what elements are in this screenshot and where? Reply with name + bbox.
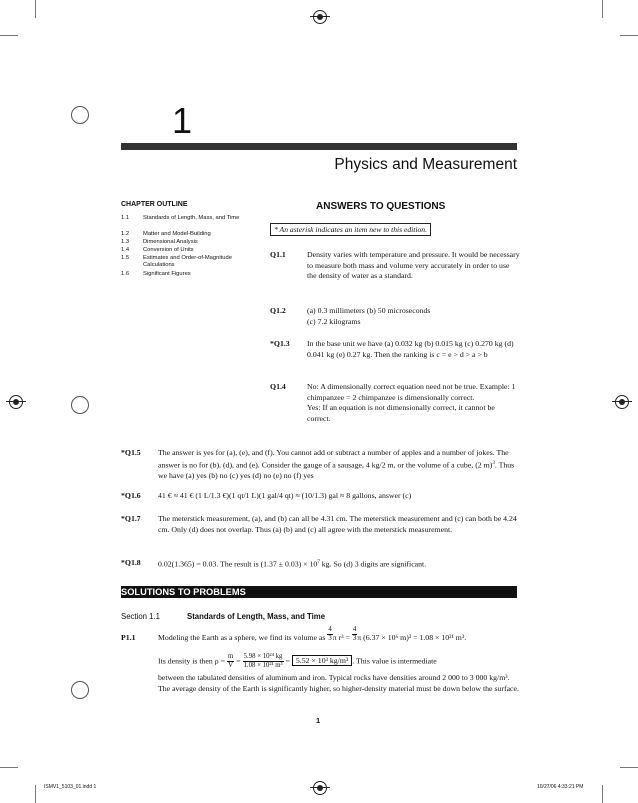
question-label: *Q1.5 — [121, 448, 141, 457]
question-answer: The answer is yes for (a), (e), and (f). You cannot add or subtract a number of apples and a number of jokes. The answer is no for (b), (d), and (e). Consider the gauge of a sausage, 4 kg/2 m, or the volume of a cube, (2 m) — [158, 448, 509, 470]
footer-timestamp: 10/27/06 4:33:21 PM — [537, 784, 584, 790]
fraction-denominator: V — [228, 662, 234, 669]
registration-target-icon — [313, 781, 327, 795]
title-bar — [121, 143, 517, 150]
superscript: 3 — [492, 460, 495, 466]
outline-item-text: Matter and Model-Building — [143, 231, 211, 237]
problem-p1-1-paragraph: between the tabulated densities of aluminum and iron. Typical rocks have densities around 2 000 to 3 000 kg/m³. The average density of the Earth is significantly higher, so higher-density material must be down below the surface. — [158, 673, 519, 693]
answers-heading: ANSWERS TO QUESTIONS — [316, 201, 446, 212]
footer-file-name: ISMV1_5103_01.indd 1 — [44, 784, 97, 790]
registration-target-icon — [9, 395, 23, 409]
registration-target-icon — [313, 10, 327, 24]
fraction-numerator: 4 — [328, 625, 332, 633]
question-q1-5 — [121, 448, 521, 482]
question-answer-line: (c) 7.2 kilograms — [307, 316, 361, 326]
section-title: Standards of Length, Mass, and Time — [187, 612, 326, 621]
fraction-numerator: 4 — [352, 625, 357, 633]
binder-hole-icon — [71, 681, 89, 699]
outline-item — [121, 215, 251, 223]
outline-item-text: Dimensional Analysis — [143, 239, 198, 245]
crop-mark — [0, 767, 18, 768]
outline-item-number: 1.6 — [121, 271, 130, 277]
fraction-denominator: 3 — [328, 634, 332, 642]
fraction-denominator: 1.08 × 10²¹ m³ — [243, 662, 283, 669]
superscript: 7 — [317, 560, 320, 565]
outline-item-number: 1.3 — [121, 239, 130, 245]
question-label: Q1.1 — [270, 250, 286, 259]
question-label: *Q1.8 — [121, 558, 141, 567]
question-q1-2 — [270, 306, 520, 328]
fraction-numerator: m — [227, 653, 234, 660]
page-number: 1 — [316, 716, 321, 725]
question-q1-1 — [270, 250, 520, 295]
question-answer: In the base unit we have (a) 0.032 kg (b) 0.015 kg (c) 0.270 kg (d) 0.041 kg (e) 0.27 kg. Then the ranking is c = e > d > a > b — [307, 339, 514, 359]
outline-item-text: Standards of Length, Mass, and Time — [143, 215, 240, 221]
solutions-heading: SOLUTIONS TO PROBLEMS — [121, 587, 246, 597]
outline-item-text: Conversion of Units — [143, 247, 194, 253]
question-answer-para: Yes: If an equation is not dimensionally correct, it cannot be correct. — [307, 403, 495, 423]
binder-hole-icon — [71, 396, 89, 414]
binder-hole-icon — [71, 106, 89, 124]
problem-p1-1-line2: Its density is then ρ = $\frac{m}{V}$ = $\frac{\text{5.98 × 10²⁴ kg}}{\text{1.08 × 10²¹ m³}}$ = 5.52 × 10³ kg/m³ . This value is intermediate — [158, 653, 437, 669]
asterisk-note: * An asterisk indicates an item new to this edition. — [270, 223, 431, 236]
crop-mark — [602, 0, 603, 18]
question-answer: 41 € ≈ 41 € (1 L/1.3 €)(1 qt/1 L)(1 gal/4 qt) ≈ (10/1.3) gal ≈ 8 gallons, answer (c) — [158, 491, 412, 500]
crop-mark — [620, 767, 638, 768]
question-answer-tail: . Thus we have (a) yes (b) no (c) yes (d) no (e) no (f) yes — [158, 460, 515, 480]
question-label: *Q1.7 — [121, 514, 141, 523]
problem-label: P1.1 — [121, 633, 136, 642]
question-q1-4 — [270, 382, 520, 437]
question-q1-6 — [121, 491, 521, 503]
question-q1-8 — [121, 558, 521, 570]
question-answer-line: (a) 0.3 millimeters (b) 50 microseconds — [307, 306, 431, 315]
outline-item — [121, 231, 251, 239]
outline-item-text: Estimates and Order-of-Magnitude Calculations — [143, 255, 232, 268]
fraction-numerator: 5.98 × 10²⁴ kg — [243, 653, 283, 660]
volume-result: π (6.37 × 10⁶ m)³ = 1.08 × 10²¹ m³. — [357, 633, 467, 642]
problem-p1-1-line1 — [121, 625, 521, 645]
problem-text: Its density is then ρ = — [158, 656, 225, 666]
question-label: *Q1.3 — [270, 339, 290, 348]
section-label: Section 1.1 — [121, 612, 161, 621]
chapter-title: Physics and Measurement — [334, 156, 517, 173]
outline-item-number: 1.4 — [121, 247, 130, 253]
crop-mark — [35, 785, 36, 803]
question-q1-3 — [270, 339, 520, 372]
outline-heading: CHAPTER OUTLINE — [121, 201, 188, 208]
problem-text-tail: . This value is intermediate — [352, 656, 437, 666]
question-label: Q1.4 — [270, 382, 286, 391]
problem-text: Modeling the Earth as a sphere, we find its volume as — [158, 633, 326, 642]
question-answer-para: No: A dimensionally correct equation need not be true. Example: 1 chimpanzee = 2 chimpanzee is dimensionally correct. — [307, 382, 516, 402]
crop-mark — [35, 0, 36, 18]
question-answer: 0.02(1.365) = 0.03. The result is (1.37 ± 0.03) × 10 — [158, 559, 318, 569]
solutions-heading-bar — [121, 586, 517, 598]
outline-item-number: 1.2 — [121, 231, 130, 237]
outline-item — [121, 247, 251, 255]
outline-item — [121, 255, 251, 268]
question-answer: Density varies with temperature and pressure. It would be necessary to measure both mass and volume very accurately in order to use the density of water as a standard. — [307, 250, 520, 281]
crop-mark — [620, 35, 638, 36]
outline-item-number: 1.1 — [121, 215, 130, 221]
crop-mark — [602, 785, 603, 803]
chapter-number: 1 — [172, 100, 193, 141]
registration-target-icon — [615, 395, 629, 409]
outline-item-number: 1.5 — [121, 255, 130, 261]
question-label: Q1.2 — [270, 306, 286, 315]
volume-expression: π r³ = — [332, 633, 352, 642]
outline-item-text: Significant Figures — [143, 271, 191, 277]
boxed-result: 5.52 × 10³ kg/m³ — [292, 655, 352, 666]
outline-item — [121, 271, 251, 279]
question-answer-tail: kg. So (d) 3 digits are significant. — [319, 559, 427, 569]
outline-item — [121, 239, 251, 247]
question-answer: The meterstick measurement, (a), and (b) can all be 4.31 cm. The meterstick measurement and (c) can both be 4.24 cm. Only (d) does not overlap. Thus (a) (b) and (c) all agree with the meterstick measurement. — [158, 514, 517, 534]
question-q1-7 — [121, 514, 521, 548]
fraction-denominator: 3 — [352, 634, 357, 642]
crop-mark — [0, 35, 18, 36]
question-label: *Q1.6 — [121, 491, 141, 500]
